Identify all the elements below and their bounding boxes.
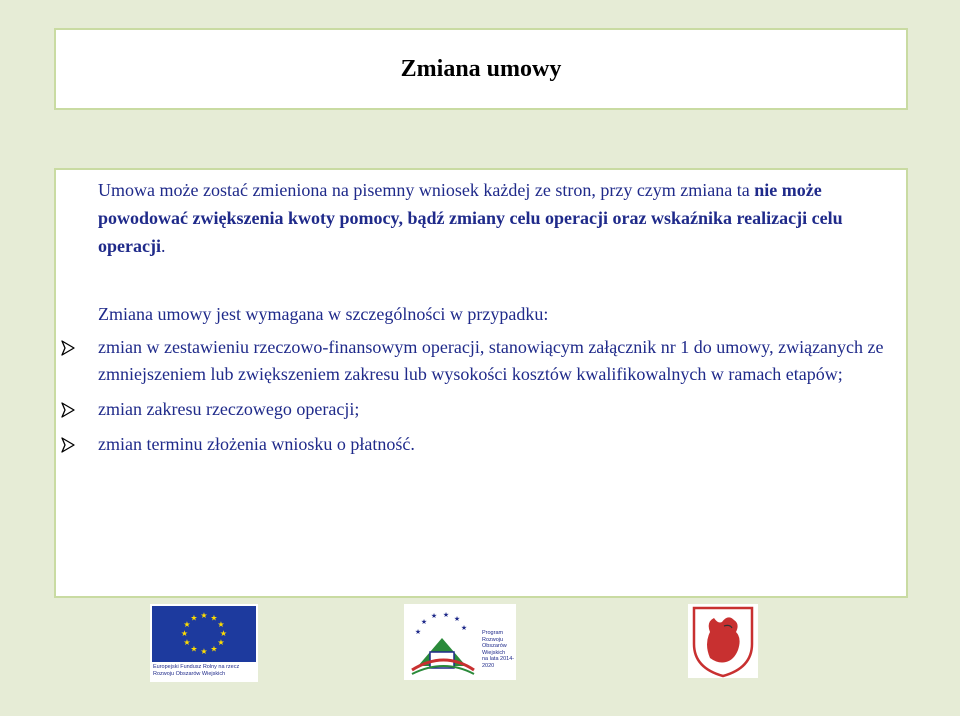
- list-item: [56, 396, 896, 423]
- svg-text:★: ★: [190, 644, 198, 654]
- intro-bold-2: powodować zwiększenia kwoty pomocy, bądź zmiany celu operacji oraz wskaźnika realizacji celu operacji: [98, 208, 843, 256]
- svg-text:★: ★: [210, 644, 218, 654]
- content-box: [54, 168, 908, 598]
- svg-text:★: ★: [219, 629, 228, 638]
- intro-bold-1: nie może: [754, 180, 822, 200]
- intro-text-1: Umowa może zostać zmieniona na pisemny wniosek każdej ze stron, przy czym zmiana ta: [98, 180, 755, 200]
- prow-logo: [404, 604, 516, 680]
- bullet-text: zmian zakresu rzeczowego operacji;: [98, 399, 360, 419]
- prow-emblem-icon: [404, 604, 482, 680]
- prow-name: Program Rozwoju Obszarów Wiejskich: [482, 630, 507, 656]
- svg-text:★: ★: [183, 620, 191, 629]
- logo-strip: [0, 604, 960, 684]
- bullet-text: zmian terminu złożenia wniosku o płatność.: [98, 434, 415, 454]
- svg-text:★: ★: [442, 611, 450, 619]
- svg-text:★: ★: [217, 638, 225, 647]
- svg-text:★: ★: [414, 628, 422, 636]
- svg-text:★: ★: [183, 638, 191, 647]
- griffin-crest-icon: [688, 604, 758, 678]
- arrowhead-bullet-icon: [60, 437, 76, 453]
- bullet-list: [56, 334, 896, 466]
- svg-text:★: ★: [420, 618, 428, 626]
- prow-years: na lata 2014-2020: [482, 656, 515, 669]
- svg-text:★: ★: [460, 624, 468, 632]
- prow-caption: [482, 630, 516, 669]
- svg-text:★: ★: [453, 615, 461, 623]
- lead-paragraph: Zmiana umowy jest wymagana w szczególności w przypadku:: [98, 304, 549, 324]
- svg-text:★: ★: [190, 613, 198, 623]
- coat-of-arms-logo: [688, 604, 758, 678]
- list-item: [56, 334, 896, 388]
- svg-text:★: ★: [430, 612, 438, 620]
- list-item: [56, 431, 896, 458]
- page-title: Zmiana umowy: [400, 55, 562, 82]
- svg-text:★: ★: [180, 629, 189, 638]
- eu-logo: [150, 604, 258, 682]
- svg-text:★: ★: [210, 613, 218, 623]
- bullet-text: zmian w zestawieniu rzeczowo-finansowym operacji, stanowiącym załącznik nr 1 do umowy, związanych ze zmniejszeniem lub zwiększeniem zakresu lub wysokości kosztów kwalifikowalnych w ramach etapów;: [98, 337, 884, 384]
- svg-text:★: ★: [217, 620, 225, 629]
- title-box: [54, 28, 908, 110]
- svg-text:★: ★: [200, 647, 208, 656]
- arrowhead-bullet-icon: [60, 340, 76, 356]
- svg-text:★: ★: [200, 611, 208, 620]
- eu-caption: Europejski Fundusz Rolny na rzecz Rozwoju Obszarów Wiejskich: [153, 664, 240, 677]
- intro-paragraph: [98, 176, 888, 260]
- intro-text-3: .: [160, 236, 166, 256]
- arrowhead-bullet-icon: [60, 402, 76, 418]
- eu-flag-icon: [152, 606, 256, 662]
